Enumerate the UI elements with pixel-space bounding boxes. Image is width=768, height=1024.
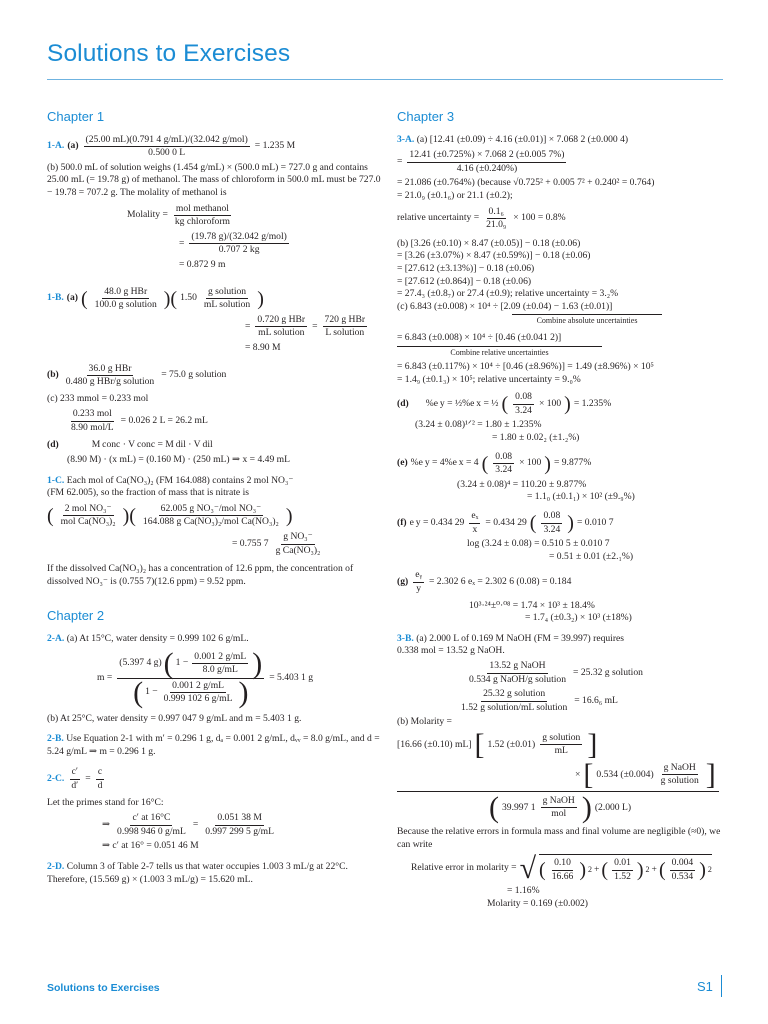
numerator: 0.10: [552, 857, 573, 871]
exercise-1B-d: [47, 439, 381, 452]
fraction: [274, 531, 323, 557]
chapter-2-heading: Chapter 2: [47, 608, 105, 624]
fraction: [612, 857, 633, 883]
numerator: 2 mol NO₃⁻: [63, 503, 114, 517]
exercise-1B-c-eq: [47, 408, 381, 434]
molality-result: = 0.872 9 m: [179, 258, 226, 270]
fraction: [64, 363, 156, 389]
exercise-1B-a-equation: 1-B. (a) ( 48.0 g HBr 100.0 g solution )( 1.50 g solution mL solution ): [47, 285, 264, 311]
numerator: 62.005 g NO₃⁻/mol NO₃⁻: [159, 503, 264, 517]
denominator: 0.998 946 0 g/mL: [117, 825, 186, 837]
numerator: 12.41 (±0.725%) × 7.068 2 (±0.005 7%): [407, 149, 566, 163]
fraction: [192, 651, 248, 677]
exercise-3A-fraction: = $\frac{12.41 (\pm 0.725\%) \times 7.068 2 (\pm 0.005 7\%)}{4.16 (\pm 0.240\%)}$: [397, 149, 565, 174]
molarity-num-1: [16.66 (±0.10) mL] [ 1.52 (±0.01) g solution mL ]: [397, 727, 598, 761]
denominator: g solution: [660, 775, 699, 787]
exercise-1A-b-text: (b) 500.0 mL of solution weighs (1.454 g/mL) × (500.0 mL) = 727.0 g and contains 25.00 mL (= 19.78 g) of methanol. The mass of chloroform in 500.0 mL must be 727.0 − 19.78 = 707.2 g. The molality of methanol is: [47, 161, 381, 198]
numerator: 0.08: [493, 451, 514, 465]
line: = 6.843 (±0.117%) × 10⁴ ÷ [0.46 (±8.96%)] = 1.49 (±8.96%) × 10⁵: [397, 361, 654, 373]
one-minus: 1 −: [175, 657, 189, 669]
brace-note: Combine relative uncertainties: [397, 346, 602, 360]
intro-text: Each mol of Ca(NO₃)₂ (FM 164.088) contains 2 mol NO₃⁻: [66, 474, 294, 486]
exercise-label: 1-C.: [47, 474, 65, 486]
numerator: 0.1₆: [487, 206, 506, 220]
denominator: g Ca(NO₃)₂: [275, 544, 321, 556]
denominator: 3.24: [543, 523, 561, 535]
exercise-2C-eq: 2-C. $\frac{c'}{d'}$ = $\frac{c}{d}$: [47, 766, 103, 791]
fraction: [69, 766, 80, 792]
line: = [27.612 (±3.13%)] − 0.18 (±0.06): [397, 262, 535, 274]
exercise-3B-calc-1: [397, 660, 727, 686]
numerator: 0.08: [541, 510, 562, 524]
numerator: 0.01: [612, 857, 633, 871]
fraction: [413, 569, 424, 595]
part-text: (a) [12.41 (±0.09) ÷ 4.16 (±0.01)] × 7.068 2 (±0.000 4): [416, 133, 629, 145]
formula: = 2.302 6 eₓ = 2.302 6 (0.08) = 0.184: [429, 576, 572, 588]
numerator: g NO₃⁻: [281, 531, 314, 545]
exercise-3A-b: [397, 238, 727, 301]
dilution-calc: (8.90 M) · (x mL) = (0.160 M) · (250 mL) ⇒ x = 4.49 mL: [67, 454, 290, 466]
fraction: [459, 688, 569, 714]
exercise-1B-b: [47, 363, 381, 389]
denominator: 16.66: [551, 870, 574, 882]
intro-text: (FM 62.005), so the fraction of mass that is nitrate is: [47, 487, 249, 499]
line: = [3.26 (±3.07%) × 8.47 (±0.59%)] − 0.18 (±0.06): [397, 250, 591, 262]
line: (c) 6.843 (±0.008) × 10⁴ ÷ [2.09 (±0.04) − 1.63 (±0.01)]: [397, 300, 613, 312]
numerator: g NaOH: [662, 762, 698, 776]
exercise-label: 1-B.: [47, 292, 64, 304]
exercise-2A-eq: [47, 646, 381, 709]
exercise-label: 2-A.: [47, 633, 65, 644]
numerator: (19.78 g)/(32.042 g/mol): [189, 231, 288, 245]
exercise-3A-a: [397, 134, 727, 147]
line: (3.24 ± 0.08)¹ᐟ² = 1.80 ± 1.235%: [415, 419, 542, 431]
formula: %e y = 4%e x = 4: [410, 457, 479, 469]
denominator: 8.0 g/mL: [202, 664, 238, 676]
line: = 6.843 (±0.008) × 10⁴ ÷ [0.46 (±0.041 2)]: [397, 331, 562, 343]
exercise-3A-g: [397, 569, 727, 595]
molality-label: Molality =: [127, 209, 168, 221]
fraction: [96, 766, 105, 792]
exercise-label: 1-A.: [47, 140, 65, 152]
coefficient: 1.50: [180, 292, 197, 304]
fraction: [323, 314, 368, 340]
denominator: 8.90 mol/L: [71, 421, 114, 433]
numerator: 0.001 2 g/mL: [192, 651, 248, 665]
line: = 0.51 ± 0.01 (±2.₁%): [549, 550, 634, 562]
denominator: kg chloroform: [174, 216, 231, 228]
part-label: (f): [397, 516, 407, 528]
fraction: [255, 314, 307, 340]
denominator: 0.707 2 kg: [218, 244, 260, 256]
denominator: mol Ca(NO₃)₂: [60, 516, 116, 528]
fraction: [162, 680, 235, 706]
denominator: 4.16 (±0.240%): [456, 162, 518, 174]
mass-value: (5.397 4 g): [119, 657, 162, 669]
fraction: [203, 812, 276, 838]
title-rule: [47, 79, 723, 80]
exercise-label: 2-D.: [47, 860, 65, 872]
exercise-1A-equation: [47, 134, 381, 160]
numerator: g solution: [540, 732, 582, 746]
fraction: [493, 451, 514, 477]
fraction: [484, 206, 508, 232]
exercise-2A-b: (b) At 25°C, water density = 0.997 047 9 g/mL and m = 5.403 1 g.: [47, 712, 302, 724]
exercise-text: Use Equation 2-1 with m′ = 0.296 1 g, dₐ = 0.001 2 g/mL, dᵥᵥ = 8.0 g/mL, and d = 5.24 g/mL ⇒ m = 0.296 1 g.: [47, 733, 380, 757]
denominator: d: [97, 779, 103, 791]
denominator: 0.997 299 5 g/mL: [205, 825, 274, 837]
denominator: d′: [71, 779, 79, 791]
denominator: 1.52 g solution/mL solution: [461, 701, 568, 713]
label: relative uncertainty =: [397, 212, 480, 224]
molality-eq-1: [47, 203, 381, 229]
denominator: 3.24: [495, 464, 513, 476]
numerator: 25.32 g solution: [481, 688, 547, 702]
result: = 0.026 2 L = 26.2 mL: [120, 415, 208, 427]
fraction: [69, 408, 116, 434]
numerator: g solution: [206, 286, 248, 300]
denominator: 1.52: [614, 870, 631, 882]
fraction: [467, 660, 568, 686]
result: = 75.0 g solution: [161, 369, 227, 381]
numerator: (25.00 mL)(0.791 4 g/mL)/(32.042 g/mol): [84, 134, 250, 148]
result: = 0.010 7: [576, 516, 614, 528]
denominator: mL solution: [258, 327, 305, 339]
exercise-1C-result: [47, 531, 381, 557]
numerator: 720 g HBr: [323, 314, 368, 328]
line: = 1.7₄ (±0.3₂) × 10³ (±18%): [525, 612, 632, 624]
exercise-1C-tail: If the dissolved Ca(NO₃)₂ has a concentration of 12.6 ppm, the concentration of dissolved NO₃⁻ is (0.755 7)(12.6 ppm) = 9.52 ppm.: [47, 563, 354, 587]
times: × 100: [538, 398, 562, 410]
denominator: y: [416, 583, 421, 594]
exercise-2C-result: ⇒ c′ at 16° = 0.051 46 M: [102, 840, 199, 852]
exercise-3A-f: (f) e y = 0.434 29 $\frac{\text{eₓ}}{x}$ = 0.434 29 ( $\frac{0.08}{3.24}$ ) = 0.010 7: [397, 510, 614, 535]
fraction: [550, 857, 576, 883]
exercise-text: Column 3 of Table 2-7 tells us that water occupies 1.003 3 mL/g at 22°C. Therefore, (15.569 g) × (1.003 3 mL/g) = 15.620 mL.: [47, 860, 348, 885]
line: = [27.612 (±0.864)] − 0.18 (±0.06): [397, 275, 532, 287]
chapter-3-heading: Chapter 3: [397, 109, 455, 124]
denominator: 3.24: [515, 404, 532, 416]
numerator: mol methanol: [174, 203, 231, 217]
fraction: [202, 286, 252, 312]
line: = 1.1₀ (±0.1₁) × 10² (±9.₉%): [527, 491, 635, 503]
denominator: x: [472, 523, 478, 535]
line: log (3.24 ± 0.08) = 0.510 5 ± 0.010 7: [467, 538, 610, 550]
line: = 1.80 ± 0.02₂ (±1.₂%): [492, 432, 580, 444]
result: = 16.6₆ mL: [574, 694, 618, 706]
part-label: (d): [397, 398, 409, 410]
denominator: mol: [551, 808, 567, 820]
fraction: [84, 134, 250, 160]
exercise-3B-a: [397, 633, 727, 646]
chapter-1-heading: Chapter 1: [47, 109, 105, 124]
exercise-2B: [47, 733, 381, 758]
numerator: 0.720 g HBr: [255, 314, 307, 328]
denominator: 164.088 g Ca(NO₃)₂/mol Ca(NO₃)₂: [142, 516, 279, 528]
result: = 8.90 M: [245, 341, 281, 353]
denominator: 0.534: [671, 870, 694, 882]
result: = 25.32 g solution: [573, 666, 643, 678]
part-text: 0.338 mol = 13.52 g NaOH.: [397, 645, 505, 657]
numerator: 0.004: [670, 857, 696, 871]
right-column: [397, 111, 727, 911]
final-molarity: Molarity = 0.169 (±0.002): [487, 897, 589, 909]
line: (b) [3.26 (±0.10) × 8.47 (±0.05)] − 0.18 (±0.06): [397, 237, 581, 249]
exercise-label: 2-B.: [47, 733, 64, 745]
term: 0.534 (±0.004): [596, 768, 654, 780]
fraction: [189, 231, 288, 257]
formula: %e y = ½%e x = ½: [425, 398, 499, 410]
fraction: [469, 510, 480, 536]
part-text: (a) At 15°C, water density = 0.999 102 6 g/mL.: [66, 633, 249, 644]
molarity-fraction-bar: [397, 791, 719, 792]
mass-label: m =: [97, 671, 113, 683]
term: 39.997 1: [502, 801, 536, 813]
line: = 27.4₃ (±0.8₇) or 27.4 (±0.9); relative uncertainty = 3.₂%: [397, 288, 619, 300]
molarity-num-2: × [ 0.534 (±0.004) g NaOH g solution ]: [575, 757, 716, 791]
times: ×: [575, 768, 581, 780]
exercise-3A-d: (d) %e y = ½%e x = ½ ( $\frac{0.08}{3.24}$ × 100 ) = 1.235%: [397, 391, 612, 416]
result: = 0.755 7: [232, 537, 269, 549]
line: = 21.086 (±0.764%) (because √0.725² + 0.005 7² + 0.240² = 0.764): [397, 177, 655, 189]
numerator: g NaOH: [541, 795, 577, 809]
numerator: 0.233 mol: [71, 408, 114, 422]
fraction: [540, 732, 582, 758]
denominator: 0.534 g NaOH/g solution: [469, 673, 567, 685]
fraction: [659, 762, 701, 788]
numerator: 0.051 38 M: [215, 812, 264, 826]
fraction: [541, 795, 577, 821]
denominator: mL: [554, 745, 568, 757]
denominator: mL solution: [203, 299, 251, 311]
fraction: [59, 503, 118, 529]
formula: = 0.434 29: [485, 516, 527, 528]
exercise-1C-eq: ( 2 mol NO₃⁻ mol Ca(NO₃)₂ )( 62.005 g NO₃⁻/mol NO₃⁻ 164.088 g Ca(NO₃)₂/mol Ca(NO₃)₂ ): [47, 502, 293, 528]
part-label: (e): [397, 457, 408, 469]
line: = 1.4₉ (±0.1₃) × 10⁵; relative uncertainty = 9.₀%: [397, 373, 581, 385]
dilution-formula: M conc · V conc = M dil · V dil: [91, 439, 213, 451]
numerator: 0.001 2 g/mL: [170, 680, 226, 694]
brace-note: Combine absolute uncertainties: [512, 314, 662, 328]
fraction: [541, 510, 562, 536]
exercise-1B-a-result: = 0.720 g HBr mL solution = 720 g HBr L solution: [245, 313, 366, 339]
footer-divider: [721, 975, 722, 997]
result: = 1.16%: [507, 885, 540, 897]
denominator: 100.0 g solution: [94, 299, 157, 311]
result: × 100 = 0.8%: [513, 212, 566, 224]
numerator: 48.0 g HBr: [102, 286, 149, 300]
numerator: eₓ: [469, 510, 480, 524]
relative-uncertainty: [397, 206, 727, 232]
times: × 100: [519, 457, 542, 469]
term: [16.66 (±0.10) mL]: [397, 738, 472, 750]
fraction: [115, 812, 188, 838]
exercise-1C-intro: [47, 475, 381, 500]
exercise-3A-e: (e) %e y = 4%e x = 4 ( $\frac{0.08}{3.24}$ × 100 ) = 9.877%: [397, 450, 592, 476]
part-label: (d): [47, 439, 59, 451]
fraction: [407, 149, 566, 175]
part-text: (b) Molarity =: [397, 716, 452, 728]
part-label: (g): [397, 576, 409, 588]
fraction: [513, 391, 534, 417]
fraction: [141, 503, 281, 529]
result: = 9.877%: [553, 457, 592, 469]
result: = 5.403 1 g: [269, 671, 314, 683]
part-label: (b): [47, 369, 59, 381]
exercise-3A-c: [397, 301, 727, 387]
numerator: eᵧ: [413, 569, 424, 583]
radicand: ( $\frac{0.10}{16.66}$ ) 2 + ( $\frac{0.01}{1.52}$ ) 2 + ( $\frac{0.004}{0.534}$ ) 2: [539, 854, 712, 883]
part-label: (a): [67, 140, 79, 152]
numerator: c: [96, 766, 104, 780]
line: 10³·²⁴±⁰·⁰⁸ = 1.74 × 10³ ± 18.4%: [469, 599, 595, 611]
exercise-label: 3-B.: [397, 632, 414, 644]
exercise-label: 3-A.: [397, 133, 415, 145]
page-title: Solutions to Exercises: [47, 40, 291, 67]
exercise-2C-calc: ⇒ $\frac{c' at 16^\circ C}{0.998 946 0 g/mL}$ = $\frac{0.051 38 M}{0.997 299 5 g/mL}$: [102, 812, 274, 837]
term: (2.000 L): [594, 801, 632, 813]
line: (3.24 ± 0.08)⁴ = 110.20 ± 9.877%: [457, 478, 587, 490]
exercise-label: 2-C.: [47, 773, 65, 785]
left-column: [47, 111, 381, 889]
numerator: 36.0 g HBr: [87, 363, 134, 377]
result: = 1.235 M: [254, 140, 296, 152]
denominator: ( 1 − $\frac{0.001 2 g/mL}{0.999 102 6 g/mL}$ ): [133, 675, 249, 709]
molality-eq-2: = (19.78 g)/(32.042 g/mol) 0.707 2 kg: [179, 230, 287, 256]
exercise-3B-calc-2: [397, 688, 727, 714]
denominator: 0.500 0 L: [148, 147, 186, 159]
numerator: (5.397 4 g) ( 1 − $\frac{0.001 2 g/mL}{8.0 g/mL}$ ): [119, 646, 263, 680]
denominator: 0.999 102 6 g/mL: [163, 693, 233, 705]
fraction: [93, 286, 159, 312]
numerator: c′: [70, 766, 80, 780]
page-number: S1: [697, 979, 713, 994]
numerator: 13.52 g NaOH: [487, 660, 547, 674]
denominator: 0.480 g HBr/g solution: [65, 376, 155, 388]
relative-error: Relative error in molarity = √ ( $\frac{0.10}{16.66}$ ) 2 + ( $\frac{0.01}{1.52}$ ) 2 + ( $\frac{0.004}{0.534}$ ) 2: [411, 851, 712, 885]
line: = 21.0₉ (±0.1₆) or 21.1 (±0.2);: [397, 189, 513, 201]
exercise-1B-c: (c) 233 mmol = 0.233 mol: [47, 392, 149, 404]
numerator: 0.08: [513, 391, 534, 405]
fraction: [670, 857, 696, 883]
formula: e y = 0.434 29: [409, 516, 465, 528]
footer-section-title: Solutions to Exercises: [47, 982, 160, 994]
part-label: (a): [66, 292, 78, 304]
label: Relative error in molarity =: [411, 862, 517, 874]
exercise-2A-a: [47, 633, 381, 646]
denominator: 21.0₉: [486, 219, 507, 231]
numerator: c′ at 16°C: [130, 812, 172, 826]
one-minus: 1 −: [145, 686, 158, 698]
part-text: (a) 2.000 L of 0.169 M NaOH (FM = 39.997) requires: [416, 632, 625, 644]
denominator: L solution: [325, 327, 365, 339]
exercise-2D: [47, 861, 381, 886]
exercise-2C-text: Let the primes stand for 16°C:: [47, 796, 164, 808]
term: 1.52 (±0.01): [487, 738, 536, 750]
result: = 1.235%: [573, 398, 612, 410]
fraction: [173, 203, 232, 229]
big-fraction: [117, 646, 264, 709]
molarity-denominator: ( 39.997 1 g NaOH mol ) (2.000 L): [489, 790, 632, 824]
explanation: Because the relative errors in formula mass and final volume are negligible (≈0), we can write: [397, 825, 721, 850]
